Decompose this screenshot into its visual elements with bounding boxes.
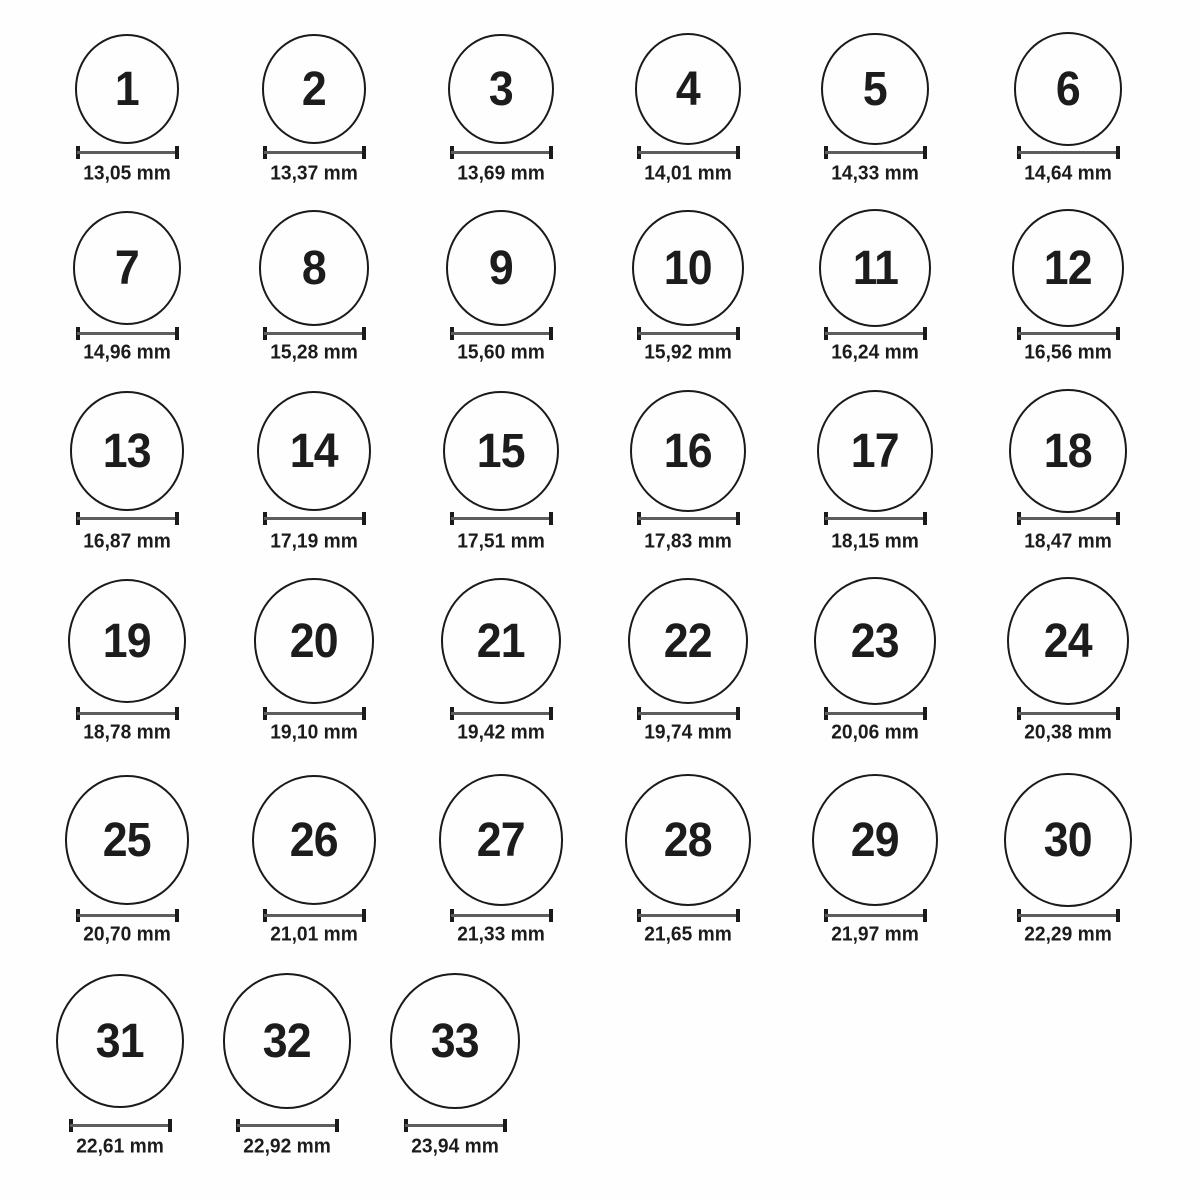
ring-size-number: 1 xyxy=(115,62,139,116)
ring-size-number: 22 xyxy=(664,614,712,668)
ring-circle xyxy=(70,391,184,510)
diameter-measure-line xyxy=(637,146,740,159)
measure-bar xyxy=(264,712,365,715)
ring-size-number: 13 xyxy=(103,424,151,478)
measure-cap-right xyxy=(175,707,179,720)
diameter-label: 19,42 mm xyxy=(457,721,545,744)
measure-cap-right xyxy=(1116,707,1120,720)
diameter-label: 16,87 mm xyxy=(83,530,171,553)
measure-bar xyxy=(1018,151,1119,154)
diameter-label: 16,56 mm xyxy=(1024,341,1112,364)
measure-bar xyxy=(264,332,365,335)
measure-bar xyxy=(77,332,178,335)
ring-size-number: 32 xyxy=(263,1014,311,1068)
ring-circle xyxy=(1004,773,1131,907)
measure-cap-right xyxy=(736,146,740,159)
ring-circle xyxy=(390,973,520,1109)
measure-bar xyxy=(405,1124,506,1127)
ring-circle xyxy=(1009,389,1127,512)
ring-size-number: 7 xyxy=(115,241,139,295)
ring-circle xyxy=(1012,209,1125,327)
measure-cap-right xyxy=(362,512,366,525)
ring-circle xyxy=(65,775,188,904)
diameter-measure-line xyxy=(76,327,179,340)
diameter-label: 23,94 mm xyxy=(411,1135,499,1158)
diameter-label: 22,29 mm xyxy=(1024,923,1112,946)
measure-cap-right xyxy=(1116,909,1120,922)
measure-bar xyxy=(638,151,739,154)
diameter-measure-line xyxy=(236,1119,339,1132)
measure-cap-right xyxy=(362,707,366,720)
diameter-measure-line xyxy=(1017,512,1120,525)
measure-bar xyxy=(77,517,178,520)
ring-circle xyxy=(812,774,938,907)
measure-bar xyxy=(825,151,926,154)
measure-bar xyxy=(451,517,552,520)
measure-cap-right xyxy=(362,909,366,922)
ring-circle xyxy=(254,578,373,703)
diameter-measure-line xyxy=(404,1119,507,1132)
diameter-label: 21,97 mm xyxy=(831,923,919,946)
measure-cap-right xyxy=(503,1119,507,1132)
ring-size-number: 18 xyxy=(1044,424,1092,478)
measure-cap-right xyxy=(549,707,553,720)
ring-size-number: 6 xyxy=(1056,62,1080,116)
diameter-measure-line xyxy=(263,909,366,922)
ring-circle xyxy=(259,210,369,325)
measure-bar xyxy=(1018,914,1119,917)
diameter-label: 19,74 mm xyxy=(644,721,732,744)
diameter-label: 22,92 mm xyxy=(243,1135,331,1158)
diameter-label: 16,24 mm xyxy=(831,341,919,364)
diameter-label: 22,61 mm xyxy=(76,1135,164,1158)
diameter-label: 18,78 mm xyxy=(83,721,171,744)
ring-circle xyxy=(223,973,352,1108)
ring-size-number: 16 xyxy=(664,424,712,478)
diameter-measure-line xyxy=(824,327,927,340)
ring-circle xyxy=(814,577,936,705)
diameter-label: 20,70 mm xyxy=(83,923,171,946)
diameter-label: 19,10 mm xyxy=(270,721,358,744)
diameter-label: 17,51 mm xyxy=(457,530,545,553)
diameter-measure-line xyxy=(824,146,927,159)
measure-cap-right xyxy=(335,1119,339,1132)
ring-size-number: 31 xyxy=(96,1014,144,1068)
ring-size-number: 29 xyxy=(851,813,899,867)
measure-cap-right xyxy=(736,512,740,525)
diameter-label: 21,01 mm xyxy=(270,923,358,946)
measure-cap-right xyxy=(736,327,740,340)
diameter-measure-line xyxy=(450,707,553,720)
ring-circle xyxy=(1007,577,1129,706)
measure-cap-right xyxy=(549,146,553,159)
measure-bar xyxy=(451,332,552,335)
diameter-label: 18,15 mm xyxy=(831,530,919,553)
ring-size-number: 5 xyxy=(863,62,887,116)
measure-bar xyxy=(638,914,739,917)
measure-cap-right xyxy=(923,146,927,159)
diameter-measure-line xyxy=(1017,707,1120,720)
ring-circle xyxy=(1014,32,1122,145)
ring-size-number: 8 xyxy=(302,241,326,295)
measure-cap-right xyxy=(175,512,179,525)
diameter-measure-line xyxy=(76,909,179,922)
ring-circle xyxy=(630,390,746,512)
ring-circle xyxy=(628,578,749,705)
diameter-label: 17,19 mm xyxy=(270,530,358,553)
measure-bar xyxy=(264,151,365,154)
ring-circle xyxy=(443,391,558,512)
diameter-measure-line xyxy=(76,146,179,159)
measure-bar xyxy=(638,712,739,715)
diameter-measure-line xyxy=(824,909,927,922)
measure-bar xyxy=(70,1124,171,1127)
ring-circle xyxy=(257,391,371,511)
measure-cap-right xyxy=(923,707,927,720)
measure-bar xyxy=(451,914,552,917)
ring-circle xyxy=(635,33,741,145)
diameter-measure-line xyxy=(450,512,553,525)
diameter-label: 14,64 mm xyxy=(1024,162,1112,185)
measure-bar xyxy=(451,151,552,154)
measure-bar xyxy=(825,914,926,917)
diameter-label: 13,05 mm xyxy=(83,162,171,185)
ring-circle xyxy=(439,774,564,905)
measure-cap-right xyxy=(549,327,553,340)
measure-bar xyxy=(825,332,926,335)
measure-cap-right xyxy=(1116,512,1120,525)
ring-circle xyxy=(68,579,186,703)
diameter-label: 13,37 mm xyxy=(270,162,358,185)
ring-circle xyxy=(819,209,931,327)
ring-size-number: 30 xyxy=(1044,813,1092,867)
measure-cap-right xyxy=(736,707,740,720)
diameter-measure-line xyxy=(450,909,553,922)
measure-cap-right xyxy=(175,909,179,922)
measure-bar xyxy=(77,712,178,715)
measure-bar xyxy=(638,517,739,520)
diameter-measure-line xyxy=(637,707,740,720)
ring-circle xyxy=(262,34,367,144)
ring-size-number: 17 xyxy=(851,424,899,478)
measure-cap-right xyxy=(175,327,179,340)
diameter-measure-line xyxy=(637,327,740,340)
diameter-label: 14,96 mm xyxy=(83,341,171,364)
diameter-label: 14,01 mm xyxy=(644,162,732,185)
diameter-label: 15,60 mm xyxy=(457,341,545,364)
measure-bar xyxy=(264,517,365,520)
measure-cap-right xyxy=(549,512,553,525)
measure-bar xyxy=(77,151,178,154)
diameter-label: 20,38 mm xyxy=(1024,721,1112,744)
diameter-measure-line xyxy=(69,1119,172,1132)
ring-size-number: 2 xyxy=(302,62,326,116)
diameter-measure-line xyxy=(76,512,179,525)
ring-size-number: 20 xyxy=(290,614,338,668)
diameter-label: 20,06 mm xyxy=(831,721,919,744)
diameter-measure-line xyxy=(1017,146,1120,159)
measure-cap-right xyxy=(168,1119,172,1132)
ring-circle xyxy=(252,775,376,905)
measure-cap-right xyxy=(362,327,366,340)
diameter-measure-line xyxy=(1017,327,1120,340)
measure-cap-right xyxy=(549,909,553,922)
diameter-measure-line xyxy=(263,707,366,720)
diameter-measure-line xyxy=(76,707,179,720)
diameter-label: 15,92 mm xyxy=(644,341,732,364)
diameter-label: 21,65 mm xyxy=(644,923,732,946)
ring-size-number: 25 xyxy=(103,813,151,867)
measure-cap-right xyxy=(736,909,740,922)
ring-circle xyxy=(56,974,184,1108)
ring-size-number: 26 xyxy=(290,813,338,867)
diameter-measure-line xyxy=(263,327,366,340)
ring-size-number: 4 xyxy=(676,62,700,116)
diameter-measure-line xyxy=(637,909,740,922)
ring-circle xyxy=(73,211,182,325)
diameter-label: 21,33 mm xyxy=(457,923,545,946)
ring-circle xyxy=(446,210,556,326)
diameter-measure-line xyxy=(450,327,553,340)
measure-bar xyxy=(451,712,552,715)
diameter-measure-line xyxy=(1017,909,1120,922)
diameter-measure-line xyxy=(263,146,366,159)
ring-circle xyxy=(632,210,743,327)
ring-circle xyxy=(448,34,554,145)
ring-size-number: 9 xyxy=(489,241,513,295)
ring-circle xyxy=(821,33,928,146)
measure-cap-right xyxy=(923,909,927,922)
measure-bar xyxy=(1018,517,1119,520)
ring-size-number: 10 xyxy=(664,241,712,295)
ring-size-number: 12 xyxy=(1044,241,1092,295)
measure-cap-right xyxy=(923,512,927,525)
diameter-label: 18,47 mm xyxy=(1024,530,1112,553)
measure-bar xyxy=(1018,712,1119,715)
diameter-measure-line xyxy=(824,512,927,525)
diameter-label: 15,28 mm xyxy=(270,341,358,364)
measure-bar xyxy=(1018,332,1119,335)
ring-size-number: 19 xyxy=(103,614,151,668)
measure-cap-right xyxy=(362,146,366,159)
ring-circle xyxy=(625,774,751,906)
measure-bar xyxy=(825,517,926,520)
diameter-measure-line xyxy=(450,146,553,159)
measure-bar xyxy=(638,332,739,335)
diameter-measure-line xyxy=(263,512,366,525)
ring-size-number: 14 xyxy=(290,424,338,478)
measure-cap-right xyxy=(175,146,179,159)
ring-circle xyxy=(75,34,179,143)
ring-size-number: 11 xyxy=(852,241,898,295)
diameter-label: 17,83 mm xyxy=(644,530,732,553)
ring-circle xyxy=(817,390,934,513)
diameter-label: 13,69 mm xyxy=(457,162,545,185)
measure-bar xyxy=(264,914,365,917)
measure-bar xyxy=(237,1124,338,1127)
ring-size-number: 33 xyxy=(431,1014,479,1068)
ring-size-number: 15 xyxy=(477,424,525,478)
measure-cap-right xyxy=(923,327,927,340)
diameter-measure-line xyxy=(824,707,927,720)
ring-size-number: 28 xyxy=(664,813,712,867)
ring-size-number: 24 xyxy=(1044,614,1092,668)
ring-size-number: 3 xyxy=(489,62,513,116)
measure-bar xyxy=(77,914,178,917)
measure-cap-right xyxy=(1116,327,1120,340)
ring-size-number: 21 xyxy=(477,615,525,668)
ring-size-number: 27 xyxy=(477,813,525,867)
ring-size-number: 23 xyxy=(851,614,899,668)
diameter-measure-line xyxy=(637,512,740,525)
ring-circle xyxy=(441,578,561,704)
diameter-label: 14,33 mm xyxy=(831,162,919,185)
measure-cap-right xyxy=(1116,146,1120,159)
measure-bar xyxy=(825,712,926,715)
